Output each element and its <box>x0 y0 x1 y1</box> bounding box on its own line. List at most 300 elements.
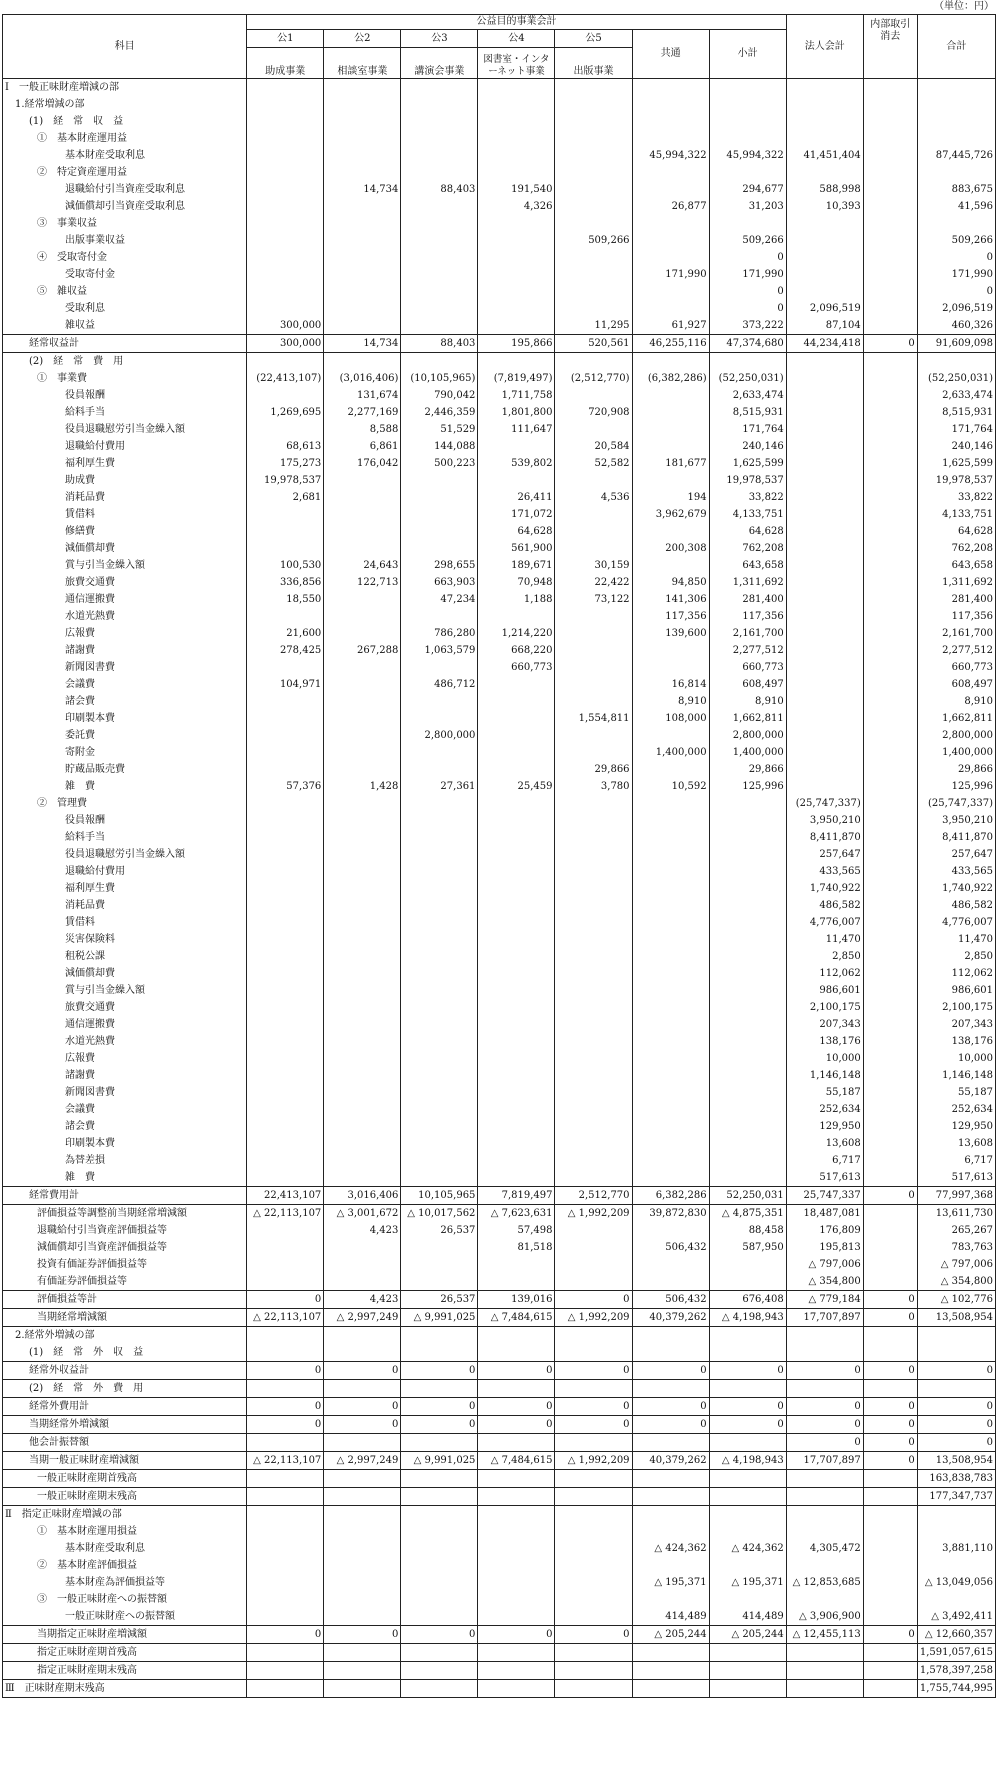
cell-value <box>632 215 709 232</box>
table-header <box>3 15 996 79</box>
cell-value <box>401 249 478 266</box>
cell-value: 1,188 <box>478 591 555 608</box>
cell-value: 195,866 <box>478 335 555 353</box>
row-label: 旅費交通費 <box>3 999 247 1016</box>
cell-value: 61,927 <box>632 317 709 335</box>
cell-value: 720,908 <box>555 404 632 421</box>
cell-value: 2,800,000 <box>917 727 995 744</box>
cell-value: (22,413,107) <box>247 370 324 387</box>
cell-value <box>709 1135 786 1152</box>
cell-value <box>863 1135 917 1152</box>
cell-value <box>709 1033 786 1050</box>
cell-value <box>247 1016 324 1033</box>
cell-value <box>709 1344 786 1362</box>
cell-value <box>555 198 632 215</box>
cell-value <box>863 608 917 625</box>
cell-value <box>863 1557 917 1574</box>
table-row <box>3 1169 996 1187</box>
cell-value <box>401 1256 478 1273</box>
row-label: 2.経常外増減の部 <box>3 1327 247 1345</box>
cell-value <box>632 1557 709 1574</box>
cell-value <box>555 387 632 404</box>
cell-value: 1,755,744,995 <box>917 1680 995 1698</box>
cell-value <box>247 1239 324 1256</box>
cell-value <box>247 829 324 846</box>
cell-value: 2,161,700 <box>917 625 995 642</box>
cell-value <box>324 232 401 249</box>
table-row <box>3 1256 996 1273</box>
cell-value: 22,422 <box>555 574 632 591</box>
cell-value <box>632 1016 709 1033</box>
cell-value <box>401 1680 478 1698</box>
row-label: 修繕費 <box>3 523 247 540</box>
cell-value <box>555 1608 632 1626</box>
cell-value: 4,133,751 <box>917 506 995 523</box>
cell-value <box>324 1644 401 1662</box>
cell-value <box>324 931 401 948</box>
table-row <box>3 370 996 387</box>
cell-value: 2,277,512 <box>709 642 786 659</box>
cell-value <box>863 1222 917 1239</box>
cell-value <box>786 353 863 371</box>
cell-value <box>478 300 555 317</box>
cell-value <box>478 812 555 829</box>
cell-value: 139,600 <box>632 625 709 642</box>
table-row <box>3 1067 996 1084</box>
cell-value <box>478 1084 555 1101</box>
cell-value: 19,978,537 <box>917 472 995 489</box>
cell-value <box>863 181 917 198</box>
cell-value: 281,400 <box>917 591 995 608</box>
cell-value <box>632 1591 709 1608</box>
cell-value <box>786 591 863 608</box>
cell-value <box>247 948 324 965</box>
cell-value <box>632 727 709 744</box>
cell-value <box>324 1591 401 1608</box>
row-label: 経常外収益計 <box>3 1362 247 1380</box>
row-label: ③ 事業収益 <box>3 215 247 232</box>
cell-value <box>324 489 401 506</box>
cell-value: 171,990 <box>917 266 995 283</box>
cell-value <box>632 1506 709 1524</box>
cell-value <box>247 283 324 300</box>
cell-value: 11,295 <box>555 317 632 335</box>
cell-value: 29,866 <box>555 761 632 778</box>
cell-value: 73,122 <box>555 591 632 608</box>
table-row <box>3 727 996 744</box>
cell-value: △ 12,660,357 <box>917 1626 995 1644</box>
cell-value: 2,633,474 <box>709 387 786 404</box>
cell-value <box>632 300 709 317</box>
cell-value <box>863 557 917 574</box>
cell-value: 240,146 <box>917 438 995 455</box>
row-label: Ⅲ 正味財産期末残高 <box>3 1680 247 1698</box>
cell-value: 16,814 <box>632 676 709 693</box>
cell-value <box>478 1506 555 1524</box>
cell-value <box>401 1050 478 1067</box>
cell-value: 52,250,031 <box>709 1187 786 1205</box>
cell-value: 29,866 <box>917 761 995 778</box>
cell-value <box>401 1608 478 1626</box>
cell-value <box>555 642 632 659</box>
cell-value: 1,146,148 <box>786 1067 863 1084</box>
cell-value <box>478 1644 555 1662</box>
cell-value: △ 9,991,025 <box>401 1452 478 1470</box>
cell-value <box>555 1050 632 1067</box>
cell-value <box>863 1523 917 1540</box>
cell-value <box>401 897 478 914</box>
cell-value <box>863 999 917 1016</box>
cell-value: 129,950 <box>917 1118 995 1135</box>
cell-value: 8,411,870 <box>786 829 863 846</box>
table-row <box>3 1434 996 1452</box>
cell-value <box>478 283 555 300</box>
cell-value <box>401 914 478 931</box>
cell-value: (10,105,965) <box>401 370 478 387</box>
cell-value <box>863 455 917 472</box>
cell-value: 0 <box>324 1416 401 1434</box>
cell-value <box>401 965 478 982</box>
cell-value: 1,063,579 <box>401 642 478 659</box>
cell-value <box>863 761 917 778</box>
cell-value <box>917 113 995 130</box>
cell-value <box>401 1118 478 1135</box>
table-row <box>3 1152 996 1169</box>
cell-value <box>863 795 917 812</box>
cell-value <box>709 1434 786 1452</box>
cell-value <box>632 1101 709 1118</box>
cell-value <box>324 880 401 897</box>
cell-value: 0 <box>786 1362 863 1380</box>
cell-value: 414,489 <box>632 1608 709 1626</box>
table-row <box>3 642 996 659</box>
cell-value <box>247 147 324 164</box>
cell-value: 189,671 <box>478 557 555 574</box>
row-label: 新聞図書費 <box>3 659 247 676</box>
cell-value <box>324 1327 401 1345</box>
cell-value: 0 <box>555 1416 632 1434</box>
cell-value: 0 <box>863 1452 917 1470</box>
cell-value <box>632 1152 709 1169</box>
table-row <box>3 1222 996 1239</box>
table-row <box>3 1540 996 1557</box>
cell-value: 2,850 <box>786 948 863 965</box>
cell-value: 195,813 <box>786 1239 863 1256</box>
cell-value: 10,000 <box>786 1050 863 1067</box>
cell-value: 0 <box>917 1398 995 1416</box>
cell-value: 2,100,175 <box>786 999 863 1016</box>
cell-value <box>632 829 709 846</box>
cell-value <box>478 710 555 727</box>
cell-value: △ 13,049,056 <box>917 1574 995 1591</box>
cell-value <box>555 353 632 371</box>
cell-value <box>324 1016 401 1033</box>
cell-value: 6,717 <box>917 1152 995 1169</box>
cell-value <box>324 1557 401 1574</box>
cell-value <box>786 1644 863 1662</box>
cell-value: 608,497 <box>917 676 995 693</box>
cell-value <box>324 914 401 931</box>
cell-value <box>917 1327 995 1345</box>
cell-value <box>247 1644 324 1662</box>
row-label: 通信運搬費 <box>3 1016 247 1033</box>
cell-value <box>478 1135 555 1152</box>
table-row <box>3 540 996 557</box>
header-elimination: 内部取引消去 <box>863 15 917 79</box>
cell-value <box>247 96 324 113</box>
cell-value <box>324 1256 401 1273</box>
cell-value: 207,343 <box>917 1016 995 1033</box>
row-label: 一般正味財産期末残高 <box>3 1488 247 1506</box>
cell-value: 0 <box>401 1398 478 1416</box>
cell-value <box>324 147 401 164</box>
cell-value <box>555 999 632 1016</box>
cell-value: (6,382,286) <box>632 370 709 387</box>
cell-value <box>247 1380 324 1398</box>
cell-value <box>247 300 324 317</box>
cell-value: 10,592 <box>632 778 709 795</box>
row-label: 経常費用計 <box>3 1187 247 1205</box>
cell-value <box>786 1506 863 1524</box>
cell-value: 19,978,537 <box>247 472 324 489</box>
cell-value <box>324 1470 401 1488</box>
cell-value <box>863 676 917 693</box>
cell-value: 44,234,418 <box>786 335 863 353</box>
row-label: 新聞図書費 <box>3 1084 247 1101</box>
cell-value: △ 12,455,113 <box>786 1626 863 1644</box>
cell-value <box>863 1680 917 1698</box>
cell-value: 19,978,537 <box>709 472 786 489</box>
cell-value <box>786 506 863 523</box>
cell-value: 1,662,811 <box>917 710 995 727</box>
cell-value <box>863 130 917 147</box>
cell-value <box>632 96 709 113</box>
row-label: 広報費 <box>3 1050 247 1067</box>
cell-value <box>478 999 555 1016</box>
row-label: 雑収益 <box>3 317 247 335</box>
cell-value <box>247 1118 324 1135</box>
cell-value: △ 195,371 <box>709 1574 786 1591</box>
cell-value <box>478 1540 555 1557</box>
cell-value <box>786 676 863 693</box>
cell-value: 200,308 <box>632 540 709 557</box>
cell-value <box>555 215 632 232</box>
cell-value <box>786 710 863 727</box>
cell-value <box>247 608 324 625</box>
cell-value <box>324 1067 401 1084</box>
cell-value <box>632 965 709 982</box>
cell-value <box>401 693 478 710</box>
cell-value: 587,950 <box>709 1239 786 1256</box>
cell-value: 31,203 <box>709 198 786 215</box>
cell-value: 26,877 <box>632 198 709 215</box>
cell-value <box>632 1169 709 1187</box>
row-label: 役員退職慰労引当金繰入額 <box>3 421 247 438</box>
cell-value <box>709 215 786 232</box>
cell-value <box>478 982 555 999</box>
cell-value <box>709 1662 786 1680</box>
cell-value <box>247 965 324 982</box>
cell-value <box>401 506 478 523</box>
cell-value: 643,658 <box>917 557 995 574</box>
cell-value <box>324 948 401 965</box>
cell-value: 100,530 <box>247 557 324 574</box>
table-row <box>3 846 996 863</box>
cell-value <box>555 1016 632 1033</box>
cell-value <box>863 404 917 421</box>
header-name-1: 助成事業 <box>247 48 324 79</box>
row-label: 有価証券評価損益等 <box>3 1273 247 1291</box>
cell-value <box>786 266 863 283</box>
cell-value <box>632 438 709 455</box>
cell-value <box>863 147 917 164</box>
cell-value: 1,591,057,615 <box>917 1644 995 1662</box>
cell-value <box>555 1327 632 1345</box>
table-row <box>3 557 996 574</box>
cell-value <box>324 300 401 317</box>
cell-value <box>401 608 478 625</box>
cell-value <box>863 914 917 931</box>
row-label: ② 特定資産運用益 <box>3 164 247 181</box>
cell-value: 373,222 <box>709 317 786 335</box>
cell-value <box>786 455 863 472</box>
cell-value: 45,994,322 <box>632 147 709 164</box>
cell-value <box>478 693 555 710</box>
cell-value: 2,512,770 <box>555 1187 632 1205</box>
cell-value: 0 <box>863 1416 917 1434</box>
cell-value: 506,432 <box>632 1291 709 1309</box>
header-code-2: 公2 <box>324 30 401 48</box>
cell-value: 39,872,830 <box>632 1205 709 1223</box>
table-row <box>3 863 996 880</box>
row-label: ④ 受取寄付金 <box>3 249 247 266</box>
cell-value <box>863 863 917 880</box>
cell-value <box>401 948 478 965</box>
cell-value <box>247 353 324 371</box>
cell-value <box>478 1662 555 1680</box>
cell-value <box>555 608 632 625</box>
cell-value <box>401 1239 478 1256</box>
cell-value <box>786 1344 863 1362</box>
cell-value: 46,255,116 <box>632 335 709 353</box>
header-code-4: 公4 <box>478 30 555 48</box>
cell-value <box>247 761 324 778</box>
cell-value <box>555 1380 632 1398</box>
cell-value <box>401 761 478 778</box>
table-row <box>3 1239 996 1256</box>
cell-value <box>632 1662 709 1680</box>
row-label: 貯蔵品販売費 <box>3 761 247 778</box>
cell-value <box>632 863 709 880</box>
cell-value <box>247 897 324 914</box>
cell-value <box>863 574 917 591</box>
cell-value <box>863 829 917 846</box>
cell-value <box>324 215 401 232</box>
cell-value <box>401 1169 478 1187</box>
row-label: 消耗品費 <box>3 489 247 506</box>
cell-value <box>401 829 478 846</box>
cell-value: 1,711,758 <box>478 387 555 404</box>
cell-value: 517,613 <box>786 1169 863 1187</box>
row-label: 賃借料 <box>3 506 247 523</box>
cell-value <box>247 249 324 266</box>
table-row <box>3 1591 996 1608</box>
row-label: 基本財産受取利息 <box>3 1540 247 1557</box>
table-row <box>3 1626 996 1644</box>
table-row <box>3 1101 996 1118</box>
cell-value <box>786 472 863 489</box>
row-label: 消耗品費 <box>3 897 247 914</box>
cell-value <box>632 1644 709 1662</box>
cell-value: 298,655 <box>401 557 478 574</box>
cell-value <box>709 130 786 147</box>
cell-value <box>863 880 917 897</box>
cell-value <box>632 79 709 97</box>
cell-value <box>632 982 709 999</box>
cell-value <box>863 1256 917 1273</box>
cell-value: 181,677 <box>632 455 709 472</box>
cell-value <box>632 795 709 812</box>
cell-value <box>709 1327 786 1345</box>
cell-value <box>786 249 863 266</box>
cell-value <box>478 863 555 880</box>
cell-value: △ 9,991,025 <box>401 1309 478 1327</box>
header-total: 合計 <box>917 15 995 79</box>
cell-value: 24,643 <box>324 557 401 574</box>
cell-value <box>917 1380 995 1398</box>
cell-value <box>324 659 401 676</box>
cell-value <box>324 283 401 300</box>
cell-value <box>555 96 632 113</box>
cell-value <box>401 744 478 761</box>
row-label: 当期経常増減額 <box>3 1309 247 1327</box>
row-label: 基本財産受取利息 <box>3 147 247 164</box>
cell-value <box>247 1523 324 1540</box>
cell-value: 138,176 <box>786 1033 863 1050</box>
cell-value <box>478 353 555 371</box>
cell-value <box>786 693 863 710</box>
table-row <box>3 335 996 353</box>
cell-value <box>863 266 917 283</box>
cell-value <box>632 232 709 249</box>
cell-value: 33,822 <box>709 489 786 506</box>
cell-value: 13,611,730 <box>917 1205 995 1223</box>
cell-value: 51,529 <box>401 421 478 438</box>
cell-value <box>247 130 324 147</box>
cell-value: 2,096,519 <box>786 300 863 317</box>
cell-value <box>478 1050 555 1067</box>
cell-value <box>863 591 917 608</box>
cell-value: △ 10,017,562 <box>401 1205 478 1223</box>
cell-value <box>863 113 917 130</box>
cell-value <box>555 1574 632 1591</box>
cell-value <box>863 489 917 506</box>
cell-value <box>863 353 917 371</box>
cell-value <box>863 931 917 948</box>
cell-value <box>324 693 401 710</box>
cell-value <box>917 215 995 232</box>
row-label: 会議費 <box>3 676 247 693</box>
row-label: 減価償却費 <box>3 540 247 557</box>
cell-value: 52,582 <box>555 455 632 472</box>
cell-value <box>247 1222 324 1239</box>
cell-value <box>863 1205 917 1223</box>
cell-value <box>786 642 863 659</box>
cell-value <box>863 300 917 317</box>
cell-value <box>324 863 401 880</box>
cell-value: 1,625,599 <box>709 455 786 472</box>
cell-value <box>863 1273 917 1291</box>
